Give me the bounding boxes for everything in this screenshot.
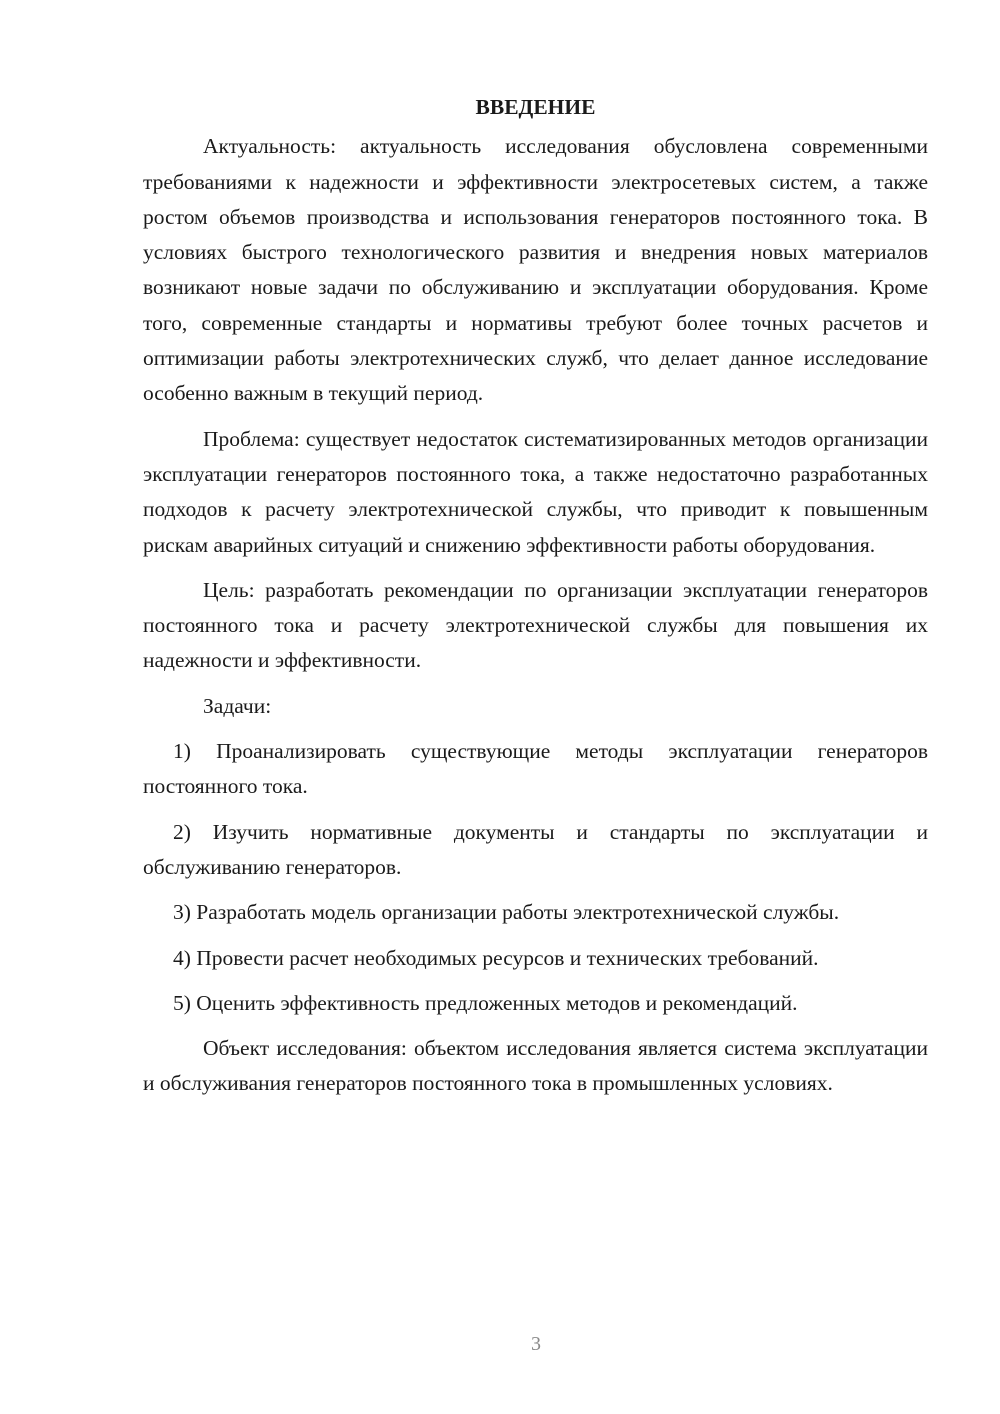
page-number: 3 [531,1333,541,1355]
task-item-3: 3) Разработать модель организации работы электротехнической службы. [173,900,840,925]
task-item-5: 5) Оценить эффективность предложенных методов и рекомендаций. [173,990,798,1015]
relevance-paragraph: Актуальность: актуальность исследования обусловлена современными требованиями к надежности и эффективности электросетевых систем, а также ростом объемов производства и использования генераторов постоянного тока. В условиях быстрого технологического развития и внедрения новых материалов возникают новые задачи по обслуживанию и эксплуатации оборудования. Кроме того, современные стандарты и нормативы требуют более точных расчетов и оптимизации работы электротехнических служб, что делает данное исследование особенно важным в текущий период. [143,134,928,406]
goal-paragraph: Цель: разработать рекомендации по организации эксплуатации генераторов постоянного тока и расчету электротехнической службы для повышения их надежности и эффективности. [143,577,928,673]
section-title: ВВЕДЕНИЕ [475,95,596,119]
object-paragraph: Объект исследования: объектом исследования является система эксплуатации и обслуживания генераторов постоянного тока в промышленных условиях. [143,1036,928,1096]
task-item-2: 2) Изучить нормативные документы и стандарты по эксплуатации и обслуживанию генераторов. [143,819,928,879]
problem-paragraph: Проблема: существует недостаток систематизированных методов организации эксплуатации генераторов постоянного тока, а также недостаточно разработанных подходов к расчету электротехнической службы, что приводит к повышенным рискам аварийных ситуаций и снижению эффективности работы оборудования. [143,426,928,557]
task-item-4: 4) Провести расчет необходимых ресурсов и технических требований. [173,945,819,970]
task-item-1: 1) Проанализировать существующие методы эксплуатации генераторов постоянного тока. [143,739,928,799]
tasks-heading: Задачи: [203,693,272,718]
document-page [143,90,928,1112]
